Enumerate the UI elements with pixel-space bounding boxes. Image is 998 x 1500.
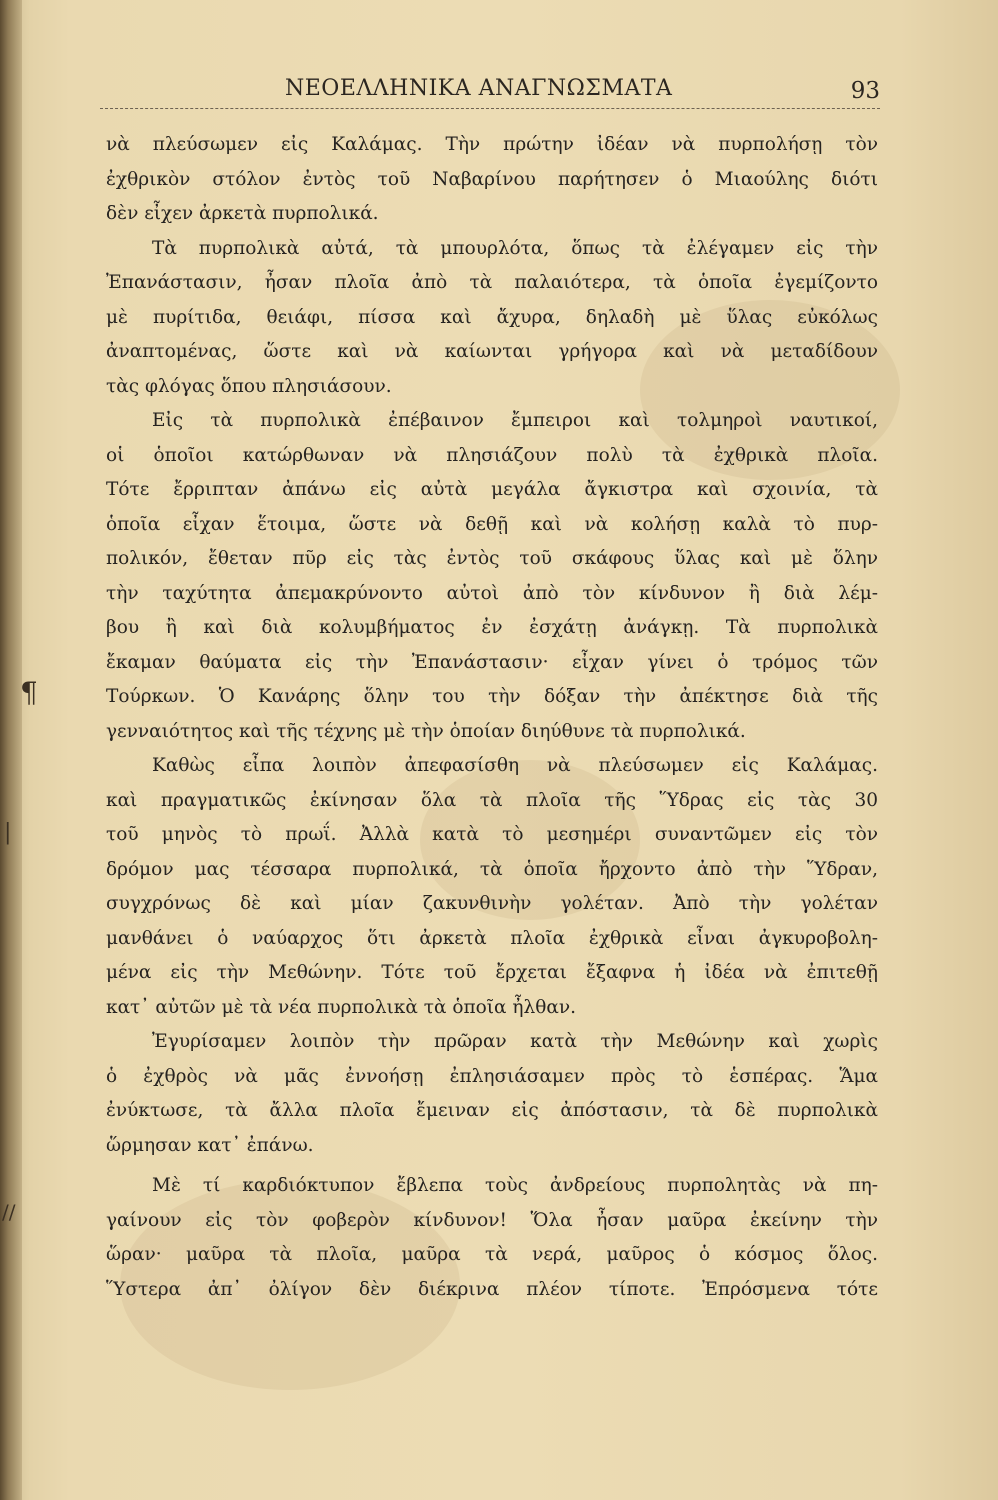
text-line: τοῦ μηνὸς τὸ πρωΐ. Ἀλλὰ κατὰ τὸ μεσημέρι συναντῶμεν εἰς τὸν (106, 824, 878, 845)
text-line: νὰ πλεύσωμεν εἰς Καλάμας. Τὴν πρώτην ἰδέαν νὰ πυρπολήσῃ τὸν (106, 134, 878, 155)
running-title: ΝΕΟΕΛΛΗΝΙΚΑ ΑΝΑΓΝΩΣΜΑΤΑ (285, 76, 673, 101)
page-header (100, 74, 880, 109)
book-spine-shadow (0, 0, 22, 1500)
text-line: Ἐγυρίσαμεν λοιπὸν τὴν πρῶραν κατὰ τὴν Μεθώνην καὶ χωρὶς (152, 1031, 878, 1052)
text-line: ὁποῖα εἶχαν ἕτοιμα, ὥστε νὰ δεθῇ καὶ νὰ κολήσῃ καλὰ τὸ πυρ- (106, 513, 878, 535)
text-line: Τὰ πυρπολικὰ αὐτά, τὰ μπουρλότα, ὅπως τὰ ἐλέγαμεν εἰς τὴν (152, 237, 878, 259)
text-line: μανθάνει ὁ ναύαρχος ὅτι ἀρκετὰ πλοῖα ἐχθρικὰ εἶναι ἀγκυροβολη- (106, 927, 878, 949)
text-line: Ἐπανάστασιν, ἦσαν πλοῖα ἀπὸ τὰ παλαιότερα, τὰ ὁποῖα ἐγεμίζοντο (106, 272, 878, 293)
text-line: γαίνουν εἰς τὸν φοβερὸν κίνδυνον! Ὅλα ἦσαν μαῦρα ἐκείνην τὴν (106, 1209, 878, 1231)
page-number: 93 (850, 78, 880, 104)
text-line: ἀναπτομένας, ὥστε καὶ νὰ καίωνται γρήγορα καὶ νὰ μεταδίδουν (106, 341, 878, 362)
text-line: ὥραν· μαῦρα τὰ πλοῖα, μαῦρα τὰ νερά, μαῦρος ὁ κόσμος ὅλος. (106, 1244, 878, 1265)
margin-pencil-mark: | (4, 820, 12, 845)
text-line: δρόμον μας τέσσαρα πυρπολικά, τὰ ὁποῖα ἤρχοντο ἀπὸ τὴν Ὕδραν, (106, 858, 878, 880)
text-line: Καθὼς εἶπα λοιπὸν ἀπεφασίσθη νὰ πλεύσωμεν εἰς Καλάμας. (152, 755, 878, 776)
text-line: βου ἢ καὶ διὰ κολυμβήματος ἐν ἐσχάτῃ ἀνάγκῃ. Τὰ πυρπολικὰ (106, 617, 878, 638)
text-line: Τότε ἔρριπταν ἀπάνω εἰς αὐτὰ μεγάλα ἄγκιστρα καὶ σχοινία, τὰ (106, 479, 878, 500)
text-line: τὰς φλόγας ὅπου πλησιάσουν. (106, 375, 392, 397)
margin-pencil-mark: // (2, 1200, 16, 1224)
text-line: Μὲ τί καρδιόκτυπον ἔβλεπα τοὺς ἀνδρείους πυρπολητὰς νὰ πη- (152, 1175, 878, 1196)
text-line: ὥρμησαν κατ᾽ ἐπάνω. (106, 1134, 314, 1156)
text-line: κατ᾽ αὐτῶν μὲ τὰ νέα πυρπολικὰ τὰ ὁποῖα ἦλθαν. (106, 996, 576, 1018)
margin-pencil-mark: ¶ (20, 676, 38, 709)
text-line: δὲν εἶχεν ἀρκετὰ πυρπολικά. (106, 203, 379, 224)
text-line: μένα εἰς τὴν Μεθώνην. Τότε τοῦ ἔρχεται ἔξαφνα ἡ ἰδέα νὰ ἐπιτεθῇ (106, 962, 878, 983)
text-line: γενναιότητος καὶ τῆς τέχνης μὲ τὴν ὁποίαν διηύθυνε τὰ πυρπολικά. (106, 720, 746, 742)
text-line: πολικόν, ἔθεταν πῦρ εἰς τὰς ἐντὸς τοῦ σκάφους ὕλας καὶ μὲ ὅλην (106, 548, 878, 569)
text-line: οἱ ὁποῖοι κατώρθωναν νὰ πλησιάζουν πολὺ τὰ ἐχθρικὰ πλοῖα. (106, 444, 878, 466)
text-line: ἔκαμαν θαύματα εἰς τὴν Ἐπανάστασιν· εἶχαν γίνει ὁ τρόμος τῶν (106, 651, 878, 673)
text-line: Εἰς τὰ πυρπολικὰ ἐπέβαινον ἔμπειροι καὶ τολμηροὶ ναυτικοί, (152, 410, 878, 431)
text-line: τὴν ταχύτητα ἀπεμακρύνοντο αὐτοὶ ἀπὸ τὸν κίνδυνον ἢ διὰ λέμ- (106, 582, 878, 604)
text-line: Ὕστερα ἀπ᾽ ὀλίγον δὲν διέκρινα πλέον τίποτε. Ἐπρόσμενα τότε (106, 1278, 878, 1300)
text-line: ἐνύκτωσε, τὰ ἄλλα πλοῖα ἔμειναν εἰς ἀπόστασιν, τὰ δὲ πυρπολικὰ (106, 1100, 878, 1121)
text-line: ἐχθρικὸν στόλον ἐντὸς τοῦ Ναβαρίνου παρήτησεν ὁ Μιαούλης διότι (106, 168, 878, 190)
text-line: συγχρόνως δὲ καὶ μίαν ζακυνθινὴν γολέταν. Ἀπὸ τὴν γολέταν (106, 893, 878, 914)
text-line: ὁ ἐχθρὸς νὰ μᾶς ἐννοήσῃ ἐπλησιάσαμεν πρὸς τὸ ἑσπέρας. Ἅμα (106, 1065, 878, 1087)
text-line: μὲ πυρίτιδα, θειάφι, πίσσα καὶ ἄχυρα, δηλαδὴ μὲ ὕλας εὐκόλως (106, 306, 878, 328)
body-text (106, 128, 878, 1307)
text-line: Τούρκων. Ὁ Κανάρης ὅλην του τὴν δόξαν τὴν ἀπέκτησε διὰ τῆς (106, 686, 878, 707)
text-line: καὶ πραγματικῶς ἐκίνησαν ὅλα τὰ πλοῖα τῆς Ὕδρας εἰς τὰς 30 (106, 789, 878, 811)
